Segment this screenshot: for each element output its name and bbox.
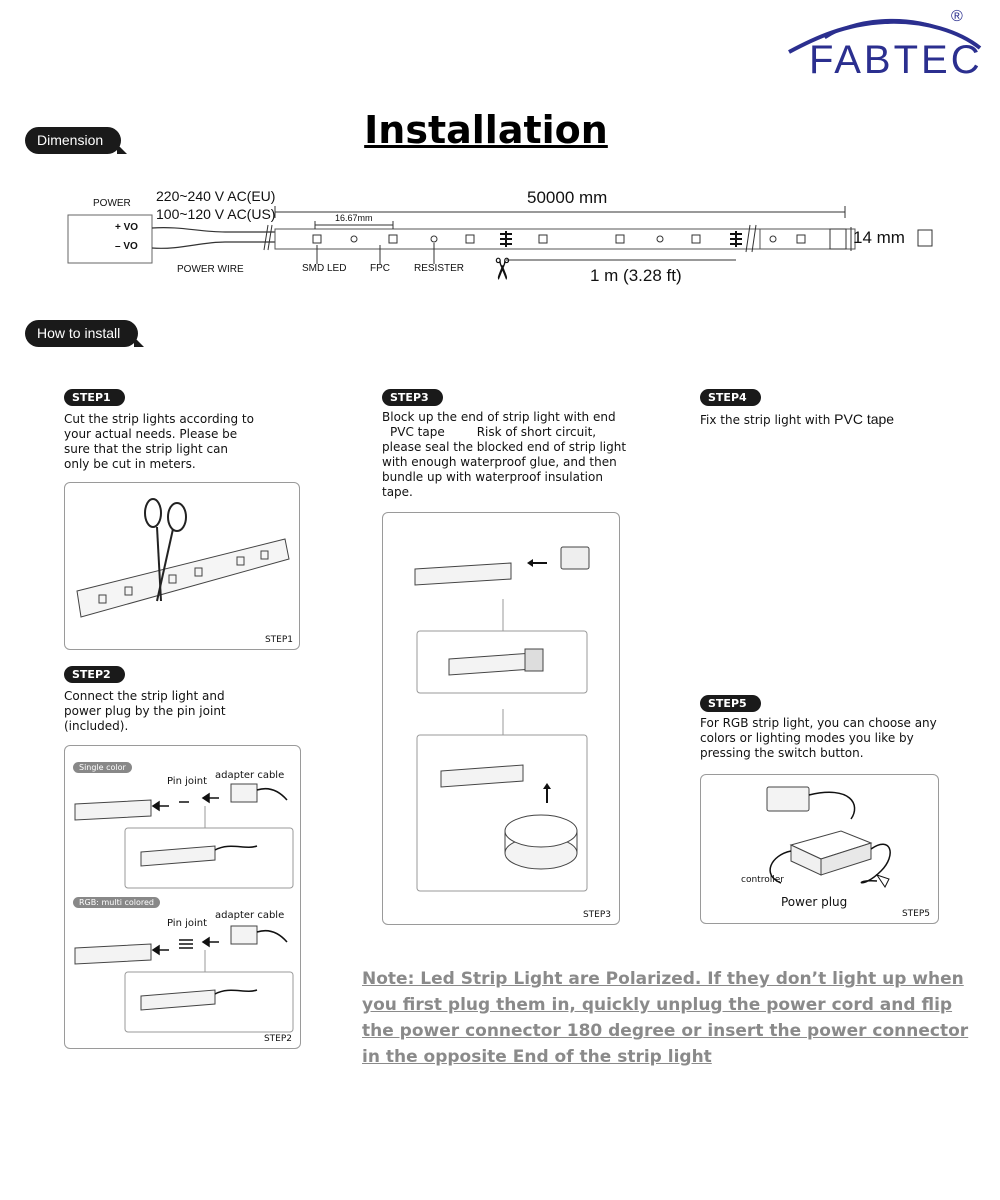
pin-joint-label-1: Pin joint — [167, 776, 208, 787]
pin-joint-label-2: Pin joint — [167, 918, 208, 929]
step5-badge: STEP5 — [700, 695, 761, 712]
step4-badge: STEP4 — [700, 389, 761, 406]
cut-length: 1 m (3.28 ft) — [590, 266, 682, 285]
minus-vo-label: – VO — [115, 241, 138, 252]
step5-panel-label: STEP5 — [901, 909, 930, 919]
dimension-diagram — [60, 180, 1000, 290]
total-length: 50000 mm — [527, 188, 608, 207]
scissors-icon: ✂ — [483, 256, 519, 282]
brand-name: FABTEC — [809, 38, 983, 82]
step1-badge: STEP1 — [64, 389, 125, 406]
seal-end-illustration — [383, 513, 619, 924]
rgb-multi-tag: RGB: multi colored — [73, 897, 160, 908]
connection-illustration — [65, 746, 300, 1046]
voltage-us: 100~120 V AC(US) — [156, 206, 276, 222]
step1-panel — [64, 482, 300, 650]
power-plug-label: Power plug — [781, 895, 848, 909]
voltage-eu: 220~240 V AC(EU) — [156, 188, 276, 204]
segment-length: 16.67mm — [335, 213, 373, 223]
section-label-how-to-install: How to install — [25, 320, 138, 347]
smd-led-label: SMD LED — [302, 263, 347, 274]
step2-panel — [64, 745, 301, 1049]
controller-label: controller — [741, 875, 784, 885]
strip-width: 14 mm — [853, 228, 905, 247]
registered-mark: ® — [951, 8, 963, 25]
step2-text: Connect the strip light and power plug by the pin joint (included). — [64, 689, 226, 733]
step1-panel-label: STEP1 — [264, 635, 293, 645]
step3-badge: STEP3 — [382, 389, 443, 406]
power-label: POWER — [93, 198, 131, 209]
step3-panel-label: STEP3 — [582, 910, 611, 920]
page-title: Installation — [364, 108, 608, 152]
step3-text: Block up the end of strip light with end PVC tape Risk of short circuit, please seal the blocked end of strip light with enough waterproof glue, and then bundle up with waterproof insulation tape. — [382, 410, 627, 499]
step2-panel-label: STEP2 — [263, 1034, 292, 1044]
plus-vo-label: + VO — [115, 222, 139, 233]
adapter-cable-label-1: adapter cable — [215, 770, 285, 781]
step3-panel — [382, 512, 620, 925]
adapter-cable-label-2: adapter cable — [215, 910, 285, 921]
single-color-tag: Single color — [73, 762, 132, 773]
brand-logo — [785, 8, 985, 88]
polarity-note: Note: Led Strip Light are Polarized. If they don’t light up when you first plug them in, quickly unplug the power cord and flip the power connector 180 degree or insert the power connector in the opposite End of the strip light — [362, 969, 969, 1067]
step2-badge: STEP2 — [64, 666, 125, 683]
step5-panel — [700, 774, 939, 924]
power-wire-label: POWER WIRE — [177, 264, 244, 275]
resister-label: RESISTER — [414, 263, 465, 274]
step1-text: Cut the strip lights according to your actual needs. Please be sure that the strip light can only be cut in meters. — [64, 412, 254, 471]
strip-cut-illustration — [65, 483, 299, 649]
section-label-dimension: Dimension — [25, 127, 121, 154]
step5-text: For RGB strip light, you can choose any colors or lighting modes you like by pressing the switch button. — [700, 716, 937, 760]
fpc-label: FPC — [370, 263, 390, 274]
step4-text: Fix the strip light with PVC tape — [700, 411, 895, 427]
